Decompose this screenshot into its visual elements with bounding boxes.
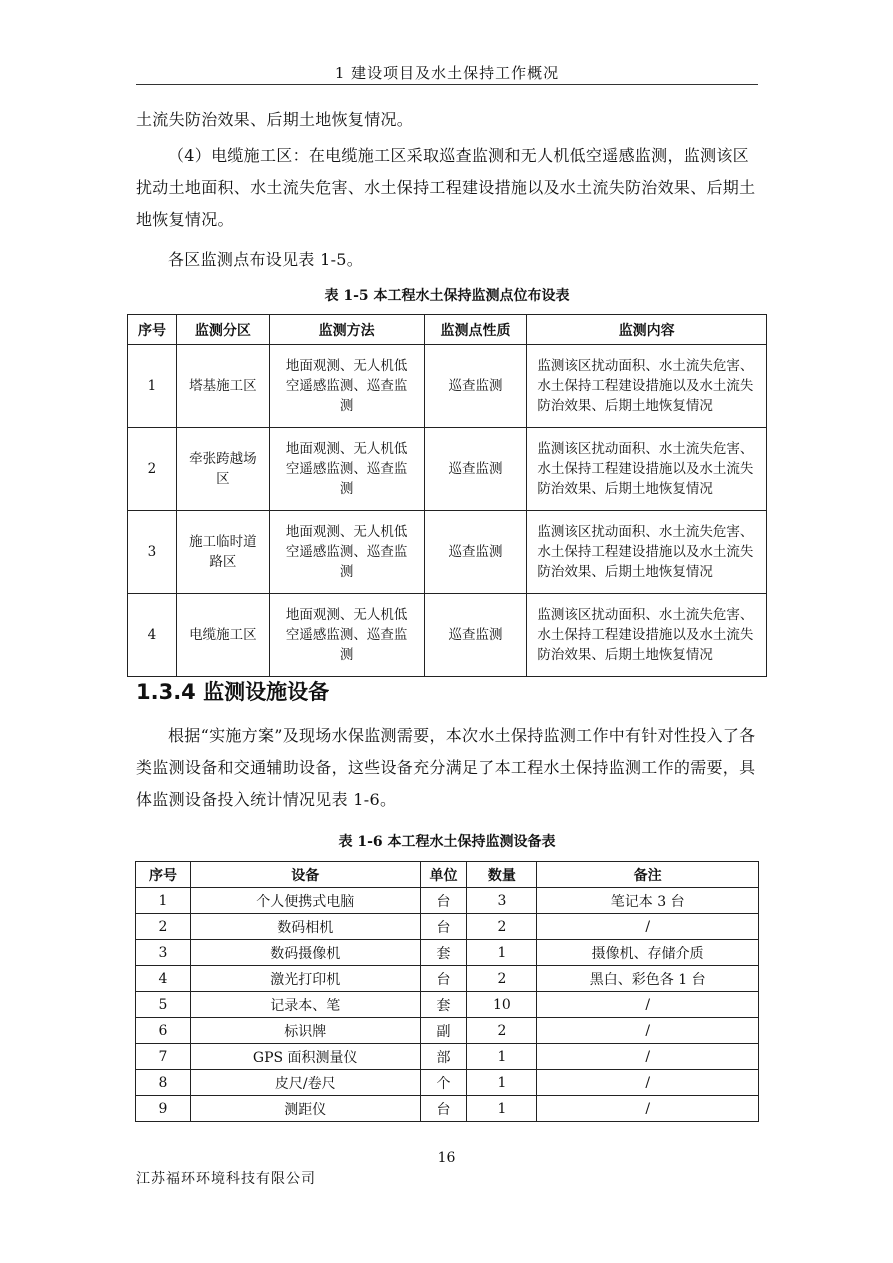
cell-device: GPS 面积测量仪 — [190, 1044, 420, 1070]
header-cell-device: 设备 — [190, 862, 420, 888]
cell-point-type: 巡查监测 — [424, 594, 527, 677]
paragraph-2: （4）电缆施工区：在电缆施工区采取巡查监测和无人机低空遥感监测，监测该区扰动土地面积、水土流失危害、水土保持工程建设措施以及水土流失防治效果、后期土地恢复情况。 — [136, 146, 756, 229]
table-row — [136, 888, 759, 914]
table-row — [128, 345, 767, 428]
cell-seq: 4 — [128, 594, 177, 677]
cell-remark: / — [537, 1018, 759, 1044]
cell-seq: 2 — [136, 914, 191, 940]
cell-zone: 电缆施工区 — [176, 594, 269, 677]
running-header: 1 建设项目及水土保持工作概况 — [334, 64, 560, 82]
paragraph-1: 土流失防治效果、后期土地恢复情况。 — [136, 110, 414, 129]
cell-remark: 笔记本 3 台 — [537, 888, 759, 914]
cell-unit: 台 — [420, 966, 467, 992]
cell-remark: / — [537, 914, 759, 940]
cell-content: 监测该区扰动面积、水土流失危害、水土保持工程建设措施以及水土流失防治效果、后期土地恢复情况 — [527, 345, 767, 428]
cell-unit: 个 — [420, 1070, 467, 1096]
cell-seq: 4 — [136, 966, 191, 992]
section-paragraph: 根据“实施方案”及现场水保监测需要，本次水土保持监测工作中有针对性投入了各类监测设备和交通辅助设备，这些设备充分满足了本工程水土保持监测工作的需要，具体监测设备投入统计情况见表 1-6。 — [136, 726, 756, 809]
cell-seq: 5 — [136, 992, 191, 1018]
page-number: 16 — [437, 1150, 456, 1166]
header-cell-quantity: 数量 — [467, 862, 537, 888]
cell-remark: / — [537, 1070, 759, 1096]
cell-point-type: 巡查监测 — [424, 511, 527, 594]
cell-device: 数码相机 — [190, 914, 420, 940]
header-cell-seq: 序号 — [128, 315, 177, 345]
cell-unit: 台 — [420, 1096, 467, 1122]
table-row — [128, 428, 767, 511]
cell-unit: 套 — [420, 940, 467, 966]
table-row — [136, 1096, 759, 1122]
cell-quantity: 1 — [467, 940, 537, 966]
table-row — [128, 594, 767, 677]
cell-device: 数码摄像机 — [190, 940, 420, 966]
table-row — [136, 1018, 759, 1044]
cell-unit: 台 — [420, 888, 467, 914]
cell-method: 地面观测、无人机低空遥感监测、巡查监测 — [269, 345, 424, 428]
cell-unit: 套 — [420, 992, 467, 1018]
cell-seq: 7 — [136, 1044, 191, 1070]
cell-point-type: 巡查监测 — [424, 428, 527, 511]
cell-content: 监测该区扰动面积、水土流失危害、水土保持工程建设措施以及水土流失防治效果、后期土地恢复情况 — [527, 428, 767, 511]
table-1-6-header-row — [136, 862, 759, 888]
table-row — [136, 1070, 759, 1096]
cell-remark: / — [537, 992, 759, 1018]
header-cell-seq: 序号 — [136, 862, 191, 888]
header-cell-content: 监测内容 — [527, 315, 767, 345]
cell-device: 记录本、笔 — [190, 992, 420, 1018]
table-row — [136, 992, 759, 1018]
cell-method: 地面观测、无人机低空遥感监测、巡查监测 — [269, 428, 424, 511]
cell-seq: 1 — [128, 345, 177, 428]
header-cell-method: 监测方法 — [269, 315, 424, 345]
cell-zone: 施工临时道路区 — [176, 511, 269, 594]
cell-quantity: 2 — [467, 966, 537, 992]
header-cell-zone: 监测分区 — [176, 315, 269, 345]
table-1-5-header-row — [128, 315, 767, 345]
cell-seq: 1 — [136, 888, 191, 914]
cell-quantity: 1 — [467, 1096, 537, 1122]
cell-quantity: 10 — [467, 992, 537, 1018]
cell-device: 皮尺/卷尺 — [190, 1070, 420, 1096]
cell-unit: 部 — [420, 1044, 467, 1070]
cell-seq: 3 — [128, 511, 177, 594]
section-heading: 1.3.4 监测设施设备 — [136, 680, 330, 704]
cell-zone: 塔基施工区 — [176, 345, 269, 428]
cell-seq: 8 — [136, 1070, 191, 1096]
cell-content: 监测该区扰动面积、水土流失危害、水土保持工程建设措施以及水土流失防治效果、后期土地恢复情况 — [527, 594, 767, 677]
cell-point-type: 巡查监测 — [424, 345, 527, 428]
company-footer: 江苏福环环境科技有限公司 — [136, 1171, 316, 1187]
header-cell-remark: 备注 — [537, 862, 759, 888]
cell-method: 地面观测、无人机低空遥感监测、巡查监测 — [269, 511, 424, 594]
cell-remark: 黑白、彩色各 1 台 — [537, 966, 759, 992]
header-cell-point-type: 监测点性质 — [424, 315, 527, 345]
header-cell-unit: 单位 — [420, 862, 467, 888]
cell-quantity: 2 — [467, 914, 537, 940]
cell-seq: 2 — [128, 428, 177, 511]
cell-device: 测距仪 — [190, 1096, 420, 1122]
cell-seq: 3 — [136, 940, 191, 966]
table-row — [136, 966, 759, 992]
cell-zone: 牵张跨越场区 — [176, 428, 269, 511]
table-1-6 — [135, 861, 759, 1122]
cell-quantity: 3 — [467, 888, 537, 914]
cell-quantity: 1 — [467, 1044, 537, 1070]
cell-device: 个人便携式电脑 — [190, 888, 420, 914]
paragraph-3: 各区监测点布设见表 1-5。 — [168, 250, 364, 269]
cell-content: 监测该区扰动面积、水土流失危害、水土保持工程建设措施以及水土流失防治效果、后期土地恢复情况 — [527, 511, 767, 594]
table-1-5-caption: 表 1-5 本工程水土保持监测点位布设表 — [324, 288, 570, 304]
cell-unit: 台 — [420, 914, 467, 940]
table-row — [136, 940, 759, 966]
header-rule — [136, 84, 758, 85]
table-row — [136, 914, 759, 940]
table-row — [136, 1044, 759, 1070]
table-1-6-caption: 表 1-6 本工程水土保持监测设备表 — [338, 834, 556, 850]
cell-method: 地面观测、无人机低空遥感监测、巡查监测 — [269, 594, 424, 677]
cell-remark: 摄像机、存储介质 — [537, 940, 759, 966]
cell-remark: / — [537, 1044, 759, 1070]
cell-seq: 9 — [136, 1096, 191, 1122]
cell-seq: 6 — [136, 1018, 191, 1044]
table-1-5 — [127, 314, 767, 677]
cell-remark: / — [537, 1096, 759, 1122]
cell-quantity: 1 — [467, 1070, 537, 1096]
cell-unit: 副 — [420, 1018, 467, 1044]
cell-quantity: 2 — [467, 1018, 537, 1044]
cell-device: 激光打印机 — [190, 966, 420, 992]
table-row — [128, 511, 767, 594]
cell-device: 标识牌 — [190, 1018, 420, 1044]
